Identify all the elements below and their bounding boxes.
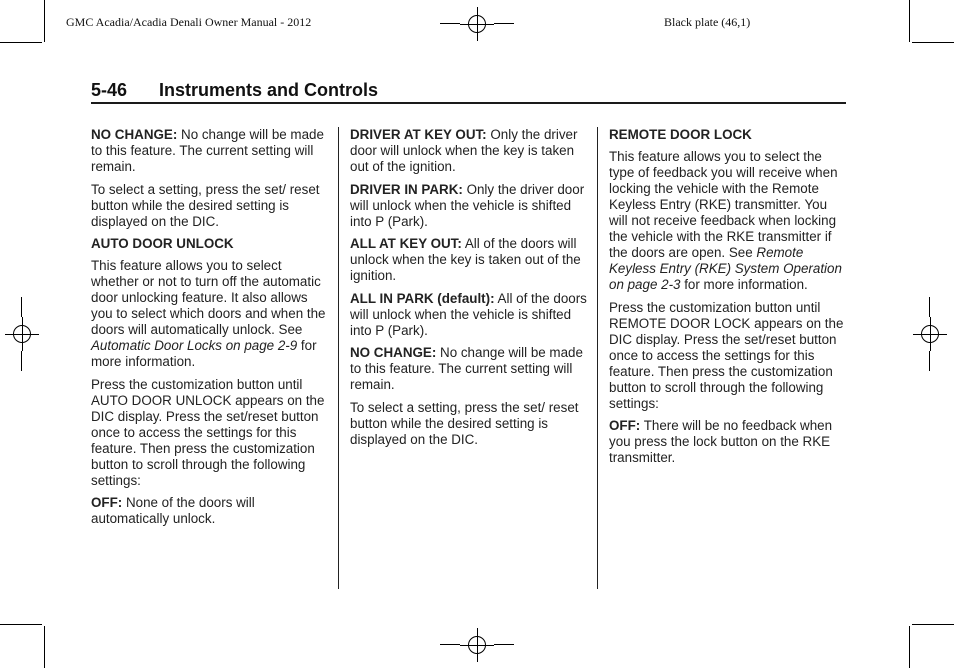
paragraph: [350, 127, 590, 175]
crop-mark-br-h: [912, 624, 954, 625]
cross-reference: Automatic Door Locks on page 2-9: [91, 338, 298, 353]
registration-line-left-up: [21, 297, 22, 317]
body-text: There will be no feedback when you press the lock button on the RKE transmitter.: [609, 418, 833, 465]
section-title: Instruments and Controls: [159, 80, 379, 100]
paragraph: [609, 149, 849, 293]
page-number: 5-46: [91, 80, 128, 100]
body-text: No change will be made to this feature. The current setting will remain.: [350, 345, 583, 392]
column-3: [609, 127, 849, 473]
body-text: No change will be made to this feature. The current setting will remain.: [91, 127, 324, 174]
body-text: All of the doors will unlock when the vehicle is shifted into P (Park).: [350, 290, 587, 338]
paragraph: [350, 345, 590, 393]
paragraph: [91, 258, 331, 370]
paragraph: Press the customization button until AUTO DOOR UNLOCK appears on the DIC display. Press the set/reset button once to access the settings for this feature. Then press the customization button to scroll through the following settings:: [91, 376, 325, 488]
section-heading: [91, 80, 378, 101]
crop-mark-tl-h: [0, 42, 42, 43]
crop-mark-bl-h: [0, 624, 42, 625]
registration-line-top-right: [494, 23, 514, 24]
manual-title: GMC Acadia/Acadia Denali Owner Manual - 2012: [66, 15, 312, 29]
crop-mark-br-v: [909, 626, 910, 668]
paragraph: [350, 236, 590, 284]
subheading-auto-door-unlock: AUTO DOOR UNLOCK: [91, 236, 234, 251]
term: ALL IN PARK (default):: [350, 290, 495, 306]
paragraph: To select a setting, press the set/ reset button while the desired setting is displayed on the DIC.: [350, 399, 579, 447]
term: OFF:: [609, 418, 641, 433]
registration-line-top-left: [440, 23, 460, 24]
column-2: [350, 127, 590, 454]
registration-mark-left: [5, 317, 39, 351]
paragraph: [609, 418, 849, 466]
term: ALL AT KEY OUT:: [350, 236, 462, 251]
crop-mark-tl-v: [44, 0, 45, 42]
registration-line-right-down: [929, 351, 930, 371]
body-text: This feature allows you to select the type of feedback you will receive when locking the vehicle with the Remote Keyless Entry (RKE) transmitter. You will not receive feedback when locking the vehicle with the RKE transmitter if the doors are open. See: [609, 149, 838, 260]
registration-line-bottom-right: [494, 644, 514, 645]
registration-mark-right: [913, 317, 947, 351]
body-text: for more information.: [680, 277, 808, 292]
term: OFF:: [91, 495, 123, 510]
subheading-remote-door-lock: REMOTE DOOR LOCK: [609, 127, 752, 142]
paragraph: Press the customization button until REMOTE DOOR LOCK appears on the DIC display. Press the set/reset button once to access the settings for this feature. Then press the customization button to scroll through the following settings:: [609, 299, 844, 411]
registration-line-bottom-left: [440, 644, 460, 645]
body-text: for more information.: [91, 338, 317, 369]
registration-line-left-down: [21, 351, 22, 371]
term: NO CHANGE:: [350, 345, 437, 360]
column-divider-1: [338, 127, 339, 589]
body-text: This feature allows you to select whether or not to turn off the automatic door unlocking feature. It also allows you to select which doors and when the doors will automatically unlock. See: [91, 258, 326, 337]
paragraph: [91, 495, 331, 527]
cross-reference: Remote Keyless Entry (RKE) System Operation on page 2-3: [609, 245, 842, 292]
paragraph: [350, 182, 590, 230]
crop-mark-tr-h: [912, 42, 954, 43]
term: DRIVER IN PARK:: [350, 181, 463, 197]
registration-mark-top: [460, 7, 494, 41]
paragraph: To select a setting, press the set/ reset button while the desired setting is displayed on the DIC.: [91, 181, 320, 229]
paragraph: [350, 291, 590, 339]
column-1: [91, 127, 331, 534]
crop-mark-bl-v: [44, 626, 45, 668]
term: DRIVER AT KEY OUT:: [350, 127, 487, 142]
term: NO CHANGE:: [91, 127, 178, 142]
column-divider-2: [597, 127, 598, 589]
crop-mark-tr-v: [909, 0, 910, 42]
registration-line-right-up: [929, 297, 930, 317]
body-text: All of the doors will unlock when the key is taken out of the ignition.: [350, 236, 581, 283]
registration-mark-bottom: [460, 628, 494, 662]
body-text: Only the driver door will unlock when the vehicle is shifted into P (Park).: [350, 181, 585, 229]
plate-label: Black plate (46,1): [664, 15, 751, 29]
title-rule: [91, 102, 846, 104]
body-text: Only the driver door will unlock when the key is taken out of the ignition.: [350, 127, 578, 174]
paragraph: [91, 127, 331, 175]
body-text: None of the doors will automatically unlock.: [91, 495, 255, 526]
